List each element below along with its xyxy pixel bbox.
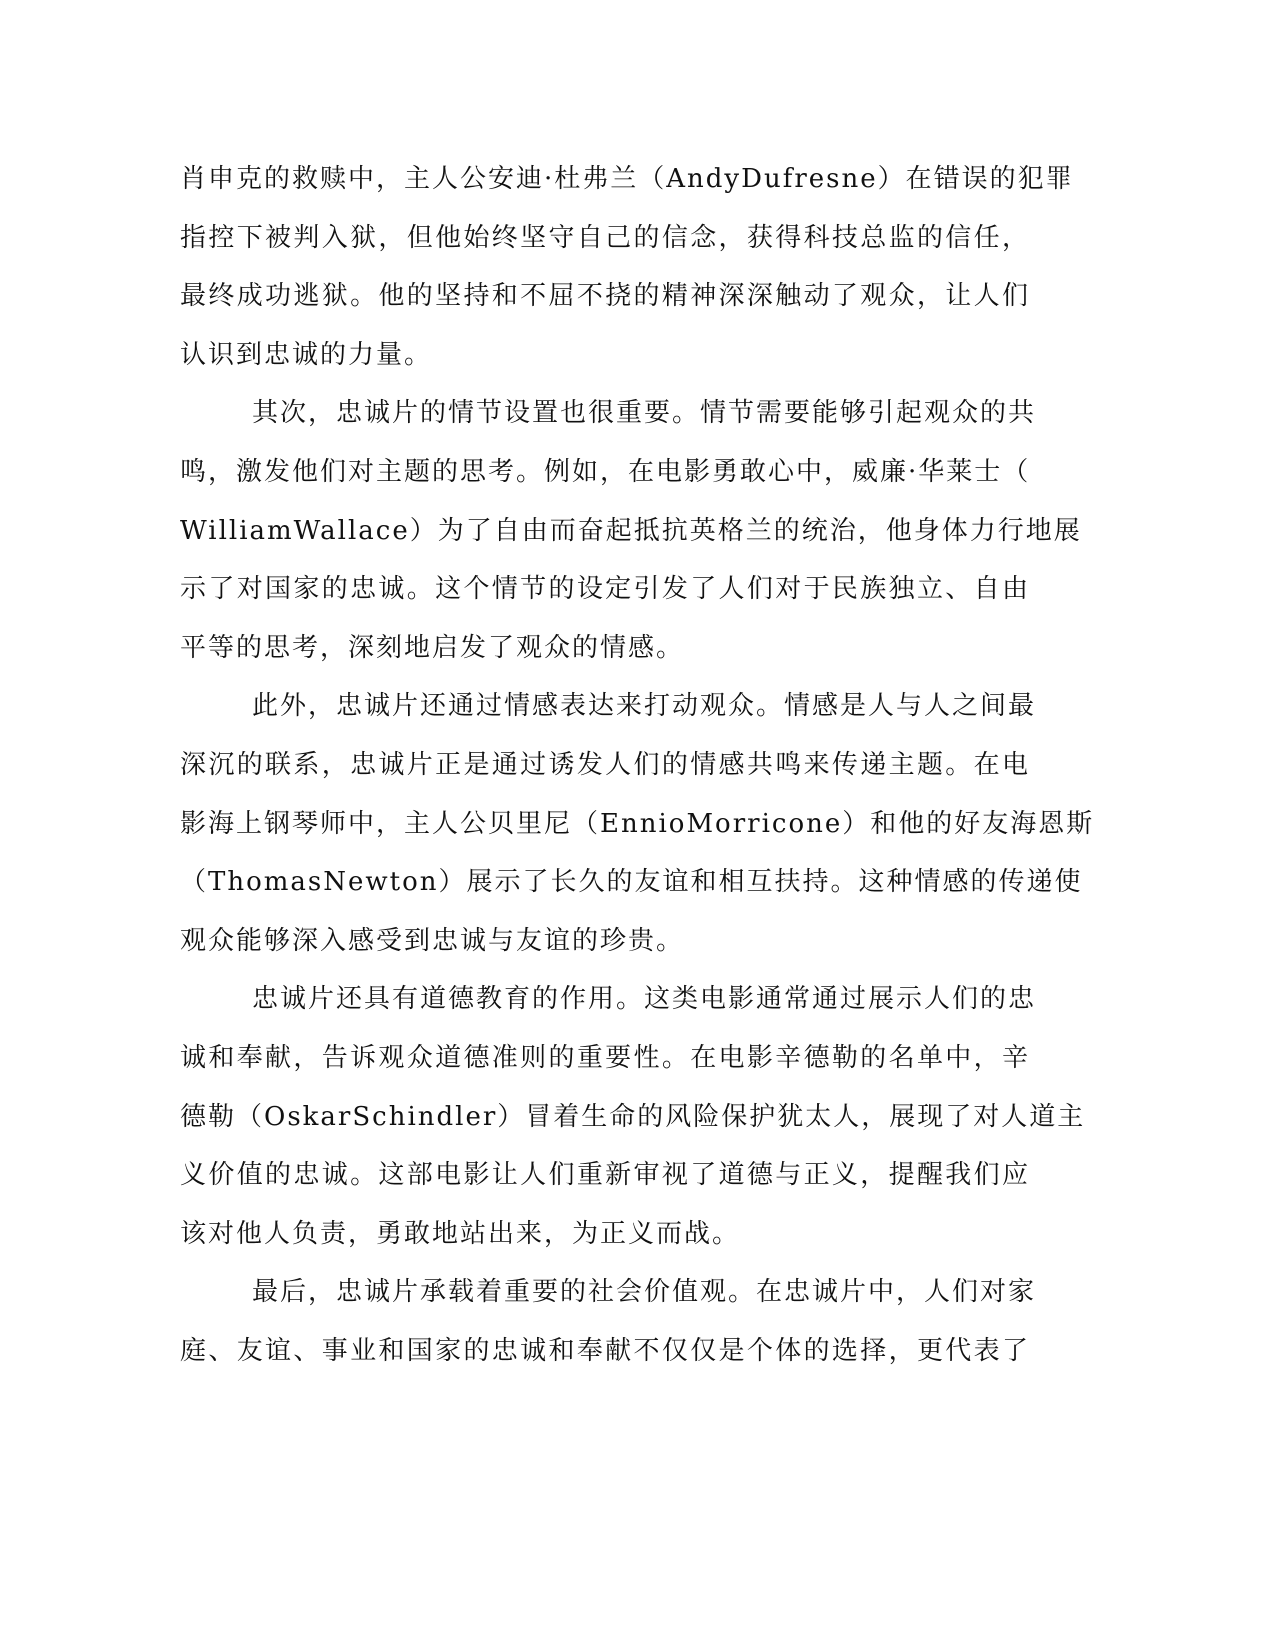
text-line: 鸣，激发他们对主题的思考。例如，在电影勇敢心中，威廉·华莱士（ (180, 456, 1031, 487)
text-line: 此外，忠诚片还通过情感表达来打动观众。情感是人与人之间最 (252, 691, 1037, 722)
text-line: 最后，忠诚片承载着重要的社会价值观。在忠诚片中，人们对家 (252, 1277, 1037, 1308)
text-line: 最终成功逃狱。他的坚持和不屈不挠的精神深深触动了观众，让人们 (180, 281, 1030, 312)
text-line: 庭、友谊、事业和国家的忠诚和奉献不仅仅是个体的选择，更代表了 (180, 1335, 1030, 1366)
text-line: 平等的思考，深刻地启发了观众的情感。 (180, 632, 685, 663)
text-line: 肖申克的救赎中，主人公安迪·杜弗兰（AndyDufresne）在错误的犯罪 (180, 164, 1074, 194)
text-line: 义价值的忠诚。这部电影让人们重新审视了道德与正义，提醒我们应 (180, 1160, 1030, 1191)
text-line: 指控下被判入狱，但他始终坚守自己的信念，获得科技总监的信任， (180, 222, 1030, 253)
text-line: 诚和奉献，告诉观众道德准则的重要性。在电影辛德勒的名单中，辛 (180, 1042, 1030, 1073)
text-line: 示了对国家的忠诚。这个情节的设定引发了人们对于民族独立、自由 (180, 574, 1030, 605)
text-line: 德勒（OskarSchindler）冒着生命的风险保护犹太人，展现了对人道主 (180, 1101, 1086, 1132)
text-line: （ThomasNewton）展示了长久的友谊和相互扶持。这种情感的传递使 (180, 867, 1083, 898)
body-text (180, 150, 1095, 1380)
text-line: 忠诚片还具有道德教育的作用。这类电影通常通过展示人们的忠 (252, 984, 1037, 1015)
text-line: WilliamWallace）为了自由而奋起抵抗英格兰的统治，他身体力行地展 (180, 515, 1082, 546)
text-line: 其次，忠诚片的情节设置也很重要。情节需要能够引起观众的共 (252, 398, 1037, 429)
text-line: 该对他人负责，勇敢地站出来，为正义而战。 (180, 1218, 741, 1249)
text-line: 认识到忠诚的力量。 (180, 339, 433, 370)
text-line: 深沉的联系，忠诚片正是通过诱发人们的情感共鸣来传递主题。在电 (180, 749, 1030, 780)
text-line: 影海上钢琴师中，主人公贝里尼（EnnioMorricone）和他的好友海恩斯 (180, 808, 1095, 839)
text-line: 观众能够深入感受到忠诚与友谊的珍贵。 (180, 925, 685, 956)
